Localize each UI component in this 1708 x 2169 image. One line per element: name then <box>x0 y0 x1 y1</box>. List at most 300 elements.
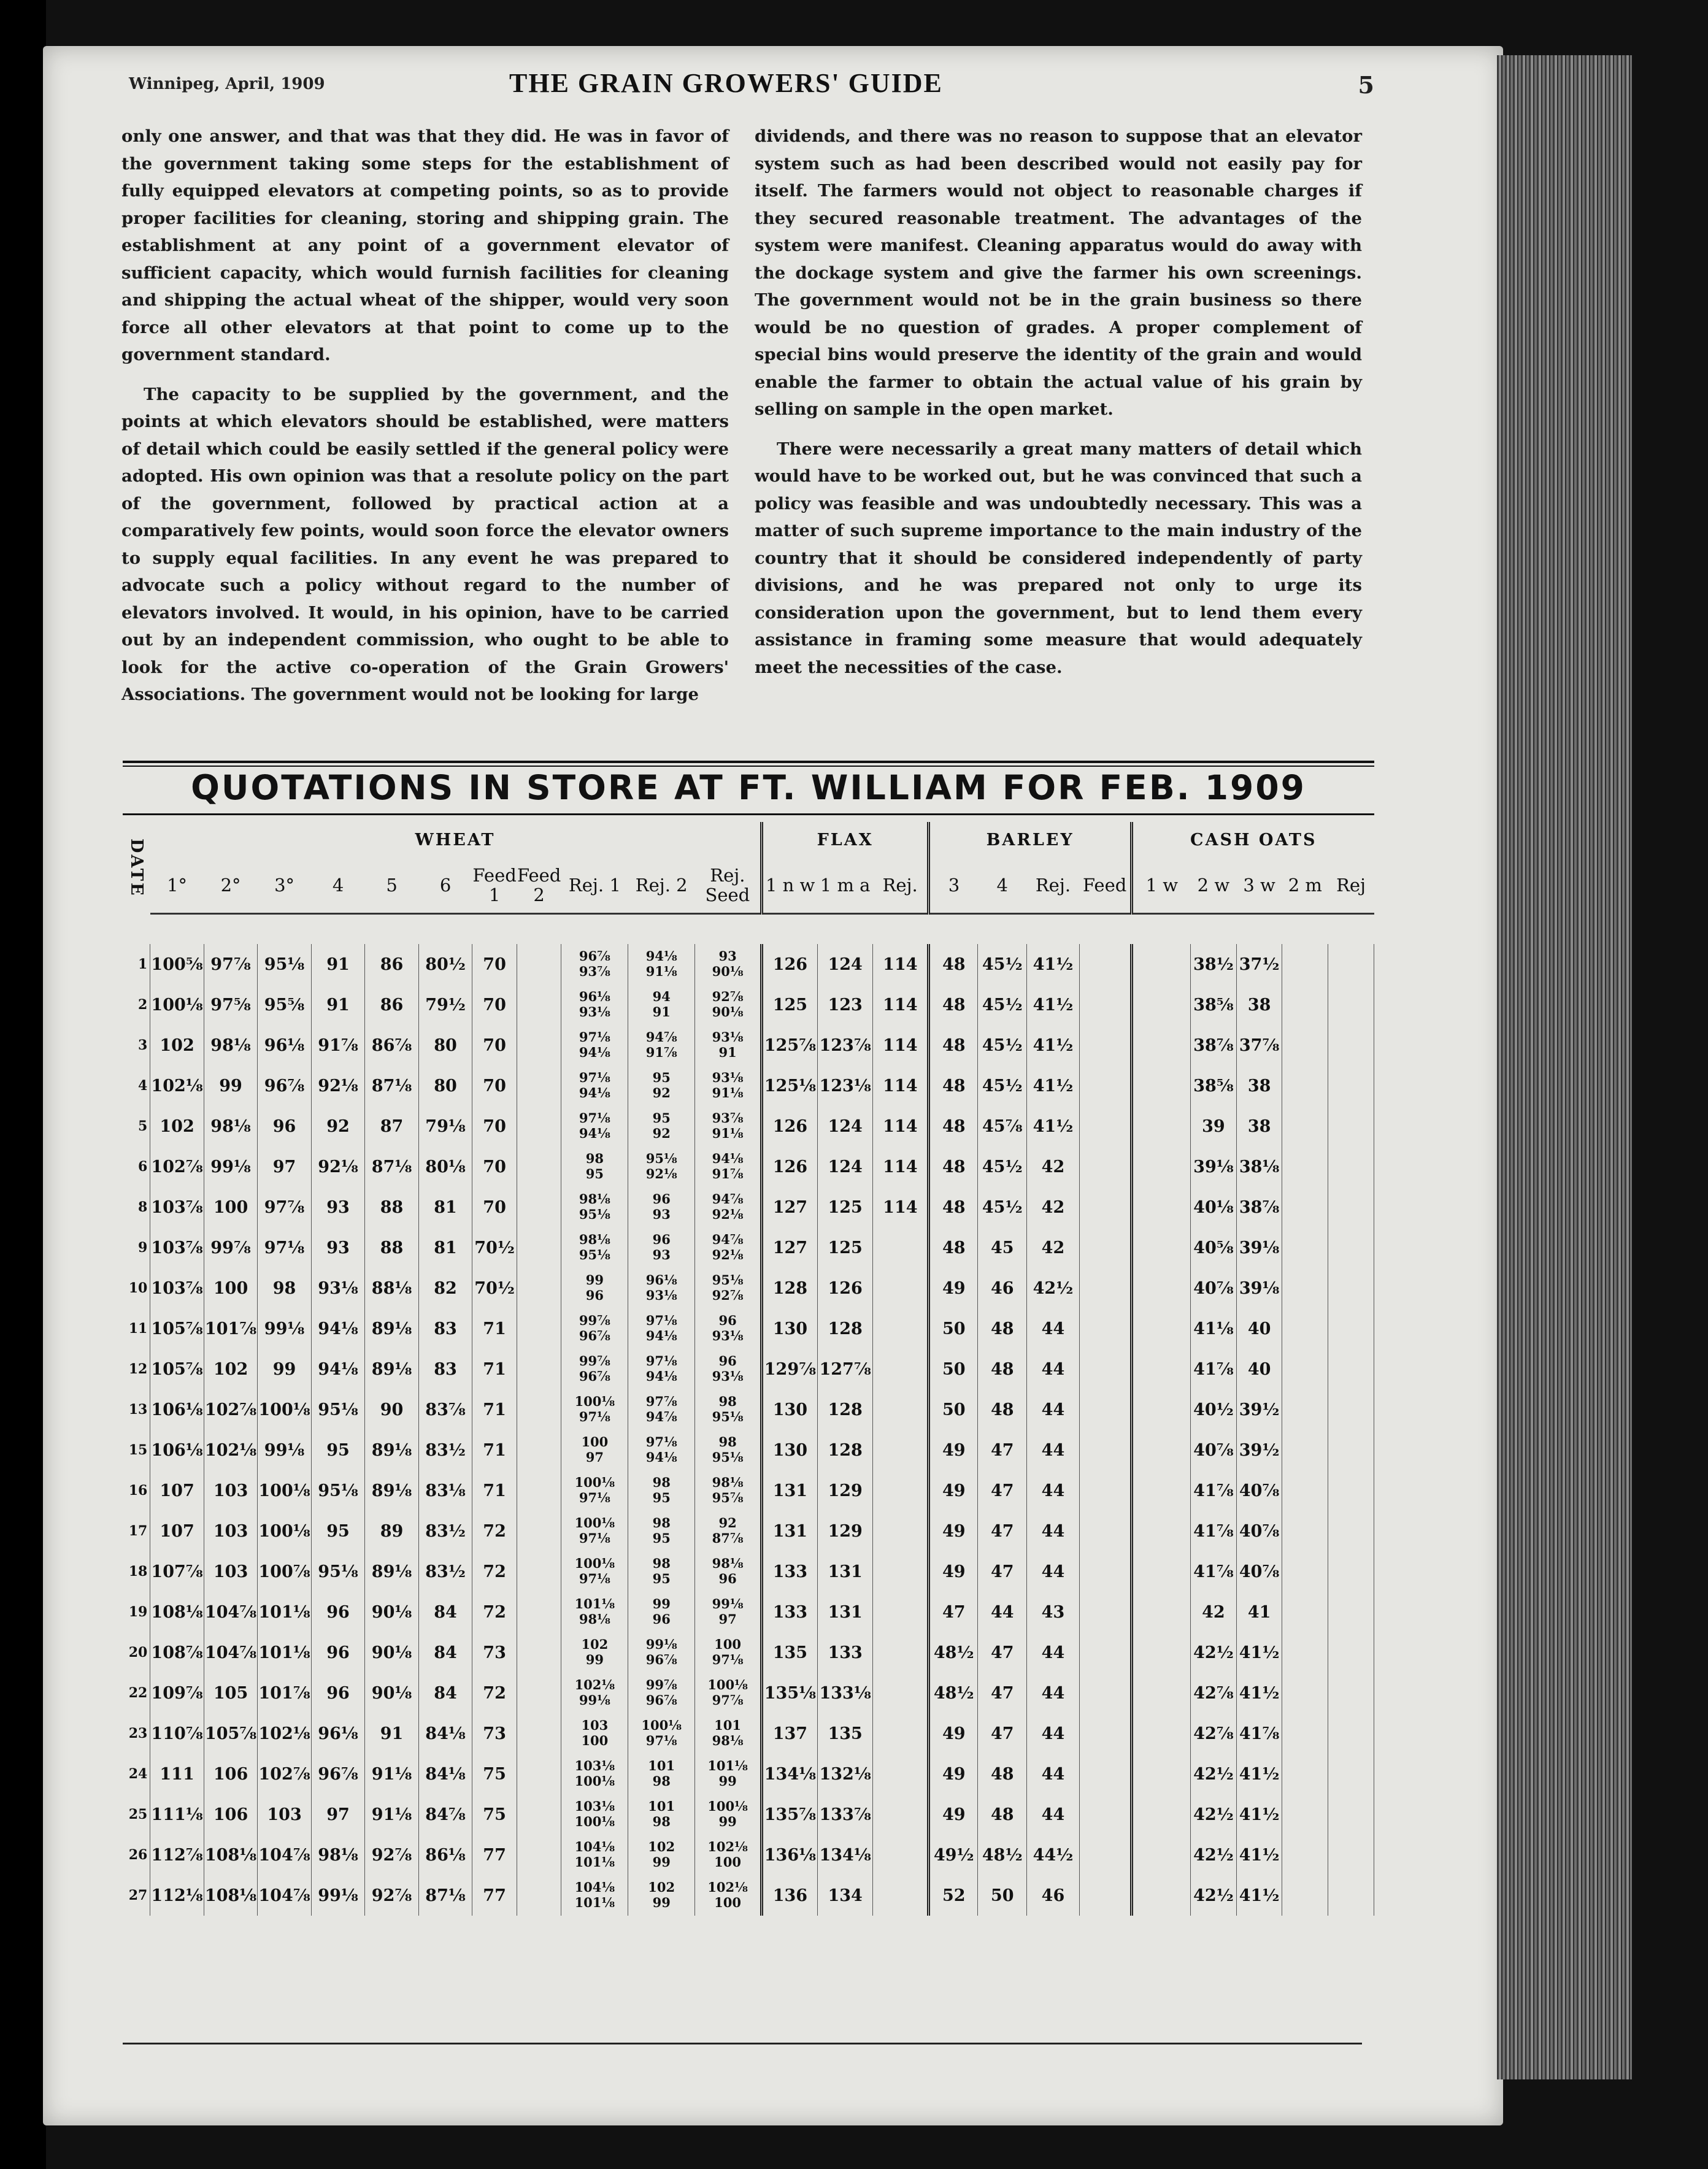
cell-w2: 97⅞ <box>204 944 258 985</box>
cell-value: 101⅛ <box>574 1596 615 1611</box>
cell-f1: 70 <box>472 944 517 985</box>
cell-value: 96⅞ <box>645 1692 677 1708</box>
cell-f2 <box>517 1430 561 1470</box>
cell-br: 44 <box>1027 1673 1079 1713</box>
cell-f1: 73 <box>472 1713 517 1754</box>
cell-o4 <box>1282 1349 1328 1389</box>
cell-w4: 95 <box>311 1430 365 1470</box>
cell-f2 <box>517 1673 561 1713</box>
cell-f2 <box>517 1551 561 1592</box>
cell-br: 44 <box>1027 1349 1079 1389</box>
cell-w6: 84 <box>418 1673 472 1713</box>
cell-w3: 97⅛ <box>258 1227 312 1268</box>
cell-w5: 91⅛ <box>365 1794 419 1835</box>
cell-value: 97⅛ <box>579 1029 610 1045</box>
cell-x2: 127⅞ <box>817 1349 873 1389</box>
cell-w5: 87 <box>365 1106 419 1146</box>
cell-f2 <box>517 985 561 1025</box>
row-date: 11 <box>123 1308 150 1349</box>
cell-b4: 48 <box>978 1349 1027 1389</box>
cell-w1: 112⅛ <box>150 1875 204 1916</box>
cell-b3: 48 <box>929 944 978 985</box>
cell-w6: 83½ <box>418 1511 472 1551</box>
cell-w4: 98⅛ <box>311 1835 365 1875</box>
cell-w2: 108⅛ <box>204 1875 258 1916</box>
row-date: 6 <box>123 1146 150 1187</box>
cell-bf <box>1079 1632 1131 1673</box>
cell-o2: 40⅞ <box>1191 1430 1237 1470</box>
cell-rs <box>695 1470 762 1511</box>
cell-o4 <box>1282 1389 1328 1430</box>
cell-br: 46 <box>1027 1875 1079 1916</box>
dateline: Winnipeg, April, 1909 <box>129 75 325 93</box>
row-date: 8 <box>123 1187 150 1227</box>
cell-f1: 71 <box>472 1430 517 1470</box>
cell-rs <box>695 1187 762 1227</box>
cell-x1: 127 <box>762 1227 818 1268</box>
table-row <box>123 1470 1374 1511</box>
cell-w5: 91 <box>365 1713 419 1754</box>
cell-r1 <box>561 1673 628 1713</box>
cell-o1 <box>1132 1065 1191 1106</box>
cell-f1: 71 <box>472 1349 517 1389</box>
cell-br: 41½ <box>1027 944 1079 985</box>
cell-r1 <box>561 1389 628 1430</box>
cell-f1: 72 <box>472 1592 517 1632</box>
cell-o1 <box>1132 1430 1191 1470</box>
cell-value: 99 <box>585 1272 604 1288</box>
cell-w1: 111⅛ <box>150 1794 204 1835</box>
cell-w2: 102⅛ <box>204 1430 258 1470</box>
cell-o4 <box>1282 985 1328 1025</box>
cell-b3: 49 <box>929 1430 978 1470</box>
cell-rs <box>695 1430 762 1470</box>
cell-o2: 38⅞ <box>1191 1025 1237 1065</box>
cell-w4: 94⅛ <box>311 1308 365 1349</box>
cell-b4: 48 <box>978 1794 1027 1835</box>
cell-w4: 95⅛ <box>311 1551 365 1592</box>
column-header: 1° <box>150 858 204 914</box>
cell-f1: 75 <box>472 1754 517 1794</box>
cell-b3: 49 <box>929 1794 978 1835</box>
cell-b4: 45½ <box>978 944 1027 985</box>
cell-xr: 114 <box>873 985 929 1025</box>
cell-value: 99 <box>652 1895 671 1910</box>
cell-x2: 128 <box>817 1389 873 1430</box>
table-row <box>123 1673 1374 1713</box>
cell-o4 <box>1282 1308 1328 1349</box>
cell-value: 94 <box>652 989 671 1004</box>
cell-b4: 47 <box>978 1511 1027 1551</box>
column-header: Feed <box>1079 858 1131 914</box>
cell-rs <box>695 1551 762 1592</box>
cell-b4: 47 <box>978 1713 1027 1754</box>
cell-f1: 71 <box>472 1470 517 1511</box>
cell-x1: 136 <box>762 1875 818 1916</box>
cell-o1 <box>1132 1146 1191 1187</box>
cell-w6: 79⅛ <box>418 1106 472 1146</box>
article-column-right <box>755 123 1362 693</box>
cell-o3: 38⅞ <box>1236 1187 1282 1227</box>
cell-w6: 83 <box>418 1349 472 1389</box>
cell-r1 <box>561 1875 628 1916</box>
cell-o4 <box>1282 1592 1328 1632</box>
cell-r1 <box>561 1754 628 1794</box>
cell-rs <box>695 1794 762 1835</box>
cell-o2: 42½ <box>1191 1875 1237 1916</box>
cell-w5: 86 <box>365 944 419 985</box>
cell-value: 95⅛ <box>712 1409 744 1424</box>
cell-w1: 107⅞ <box>150 1551 204 1592</box>
cell-f1: 70½ <box>472 1227 517 1268</box>
table-top-rule <box>123 761 1374 763</box>
cell-value: 99⅞ <box>645 1677 677 1692</box>
cell-o4 <box>1282 1470 1328 1511</box>
cell-o1 <box>1132 1268 1191 1308</box>
cell-w3: 102⅞ <box>258 1754 312 1794</box>
table-top-rule-thin <box>123 766 1374 767</box>
cell-o4 <box>1282 1835 1328 1875</box>
cell-xr: 114 <box>873 1065 929 1106</box>
cell-o2: 41⅛ <box>1191 1308 1237 1349</box>
cell-value: 93 <box>652 1207 671 1222</box>
cell-bf <box>1079 1065 1131 1106</box>
cell-x2: 133⅛ <box>817 1673 873 1713</box>
cell-value: 94⅞ <box>712 1232 744 1247</box>
cell-value: 97⅛ <box>712 1652 744 1667</box>
cell-x2: 131 <box>817 1592 873 1632</box>
cell-r2 <box>628 1065 695 1106</box>
cell-r2 <box>628 1673 695 1713</box>
cell-f1: 70 <box>472 1065 517 1106</box>
cell-w4: 93⅛ <box>311 1268 365 1308</box>
cell-w6: 80½ <box>418 944 472 985</box>
cell-x1: 130 <box>762 1308 818 1349</box>
cell-w5: 88 <box>365 1227 419 1268</box>
cell-o4 <box>1282 1713 1328 1754</box>
cell-o4 <box>1282 1025 1328 1065</box>
cell-value: 94⅞ <box>712 1191 744 1207</box>
cell-o1 <box>1132 1673 1191 1713</box>
cell-o3: 41½ <box>1236 1835 1282 1875</box>
cell-f1: 70½ <box>472 1268 517 1308</box>
column-header: 1 m a <box>817 858 873 914</box>
row-date: 15 <box>123 1430 150 1470</box>
cell-w3: 104⅞ <box>258 1875 312 1916</box>
cell-b4: 45½ <box>978 1146 1027 1187</box>
cell-f2 <box>517 1632 561 1673</box>
row-date: 26 <box>123 1835 150 1875</box>
cell-value: 101 <box>648 1758 675 1773</box>
publication-title: THE GRAIN GROWERS' GUIDE <box>509 68 943 98</box>
cell-f2 <box>517 1713 561 1754</box>
cell-value: 97⅛ <box>645 1353 677 1369</box>
cell-xr <box>873 1470 929 1511</box>
cell-f1: 70 <box>472 1146 517 1187</box>
cell-x2: 123⅛ <box>817 1065 873 1106</box>
cell-value: 97⅛ <box>579 1571 610 1586</box>
cell-o2: 38½ <box>1191 944 1237 985</box>
cell-b3: 49 <box>929 1470 978 1511</box>
cell-b3: 49½ <box>929 1835 978 1875</box>
cell-o5 <box>1328 1227 1374 1268</box>
cell-o3: 40⅞ <box>1236 1470 1282 1511</box>
cell-o3: 39½ <box>1236 1389 1282 1430</box>
cell-br: 44 <box>1027 1632 1079 1673</box>
cell-value: 102⅛ <box>707 1879 748 1895</box>
article-column-left <box>121 123 729 721</box>
cell-w3: 97⅞ <box>258 1187 312 1227</box>
column-header: 6 <box>418 858 472 914</box>
table-row <box>123 1065 1374 1106</box>
cell-o3: 41½ <box>1236 1673 1282 1713</box>
cell-o4 <box>1282 1187 1328 1227</box>
cell-b3: 48 <box>929 1227 978 1268</box>
cell-bf <box>1079 1511 1131 1551</box>
row-date: 10 <box>123 1268 150 1308</box>
cell-x1: 135 <box>762 1632 818 1673</box>
cell-value: 96⅞ <box>645 1652 677 1667</box>
cell-w2: 100 <box>204 1268 258 1308</box>
cell-w1: 107 <box>150 1470 204 1511</box>
cell-o2: 41⅞ <box>1191 1470 1237 1511</box>
cell-bf <box>1079 1551 1131 1592</box>
cell-o4 <box>1282 1632 1328 1673</box>
cell-value: 95 <box>652 1571 671 1586</box>
cell-b4: 45½ <box>978 1025 1027 1065</box>
cell-value: 95⅛ <box>712 1449 744 1465</box>
table-row <box>123 1430 1374 1470</box>
cell-value: 98⅛ <box>579 1611 610 1627</box>
cell-x2: 131 <box>817 1551 873 1592</box>
cell-x2: 125 <box>817 1227 873 1268</box>
cell-rs <box>695 1835 762 1875</box>
row-date: 9 <box>123 1227 150 1268</box>
cell-w4: 96⅛ <box>311 1713 365 1754</box>
cell-w3: 100⅛ <box>258 1470 312 1511</box>
cell-o2: 42 <box>1191 1592 1237 1632</box>
cell-x2: 129 <box>817 1470 873 1511</box>
cell-w1: 110⅞ <box>150 1713 204 1754</box>
cell-w1: 103⅞ <box>150 1187 204 1227</box>
cell-f1: 77 <box>472 1835 517 1875</box>
cell-o5 <box>1328 1389 1374 1430</box>
cell-b3: 49 <box>929 1268 978 1308</box>
cell-w4: 94⅛ <box>311 1349 365 1389</box>
cell-o2: 41⅞ <box>1191 1349 1237 1389</box>
cell-value: 94⅛ <box>645 1369 677 1384</box>
cell-value: 100⅛ <box>574 1394 615 1409</box>
cell-xr: 114 <box>873 1106 929 1146</box>
cell-value: 100 <box>714 1854 742 1870</box>
cell-b4: 45½ <box>978 1065 1027 1106</box>
cell-xr <box>873 1227 929 1268</box>
cell-w2: 100 <box>204 1187 258 1227</box>
cell-w3: 96⅞ <box>258 1065 312 1106</box>
cell-bf <box>1079 1470 1131 1511</box>
cell-w2: 102⅞ <box>204 1389 258 1430</box>
cell-o5 <box>1328 1794 1374 1835</box>
row-date: 4 <box>123 1065 150 1106</box>
cell-b4: 45½ <box>978 985 1027 1025</box>
cell-w4: 92⅛ <box>311 1065 365 1106</box>
cell-o1 <box>1132 1632 1191 1673</box>
cell-w4: 93 <box>311 1187 365 1227</box>
cell-w4: 93 <box>311 1227 365 1268</box>
cell-value: 97⅞ <box>645 1394 677 1409</box>
cell-b4: 45⅞ <box>978 1106 1027 1146</box>
cell-value: 100 <box>714 1895 742 1910</box>
cell-w5: 88⅛ <box>365 1268 419 1308</box>
cell-value: 98 <box>652 1515 671 1530</box>
row-date: 23 <box>123 1713 150 1754</box>
cell-o1 <box>1132 1308 1191 1349</box>
cell-o2: 40⅛ <box>1191 1187 1237 1227</box>
cell-b3: 47 <box>929 1592 978 1632</box>
cell-value: 93⅛ <box>712 1029 744 1045</box>
row-date: 20 <box>123 1632 150 1673</box>
cell-value: 104⅛ <box>574 1839 615 1854</box>
table-row <box>123 1713 1374 1754</box>
cell-o4 <box>1282 1875 1328 1916</box>
cell-r2 <box>628 1551 695 1592</box>
cell-value: 102⅛ <box>707 1839 748 1854</box>
cell-value: 95⅛ <box>645 1151 677 1166</box>
cell-value: 98 <box>718 1394 737 1409</box>
cell-value: 98⅛ <box>712 1733 744 1748</box>
cell-br: 41½ <box>1027 985 1079 1025</box>
cell-r2 <box>628 1349 695 1389</box>
cell-x1: 134⅛ <box>762 1754 818 1794</box>
cell-o5 <box>1328 1551 1374 1592</box>
cell-br: 44 <box>1027 1389 1079 1430</box>
cell-w6: 83½ <box>418 1551 472 1592</box>
cell-b3: 48 <box>929 1146 978 1187</box>
cell-b4: 47 <box>978 1430 1027 1470</box>
cell-w3: 99 <box>258 1349 312 1389</box>
cell-rs <box>695 1632 762 1673</box>
cell-x1: 127 <box>762 1187 818 1227</box>
cell-value: 98 <box>652 1475 671 1490</box>
cell-w5: 86 <box>365 985 419 1025</box>
row-date: 27 <box>123 1875 150 1916</box>
cell-xr: 114 <box>873 944 929 985</box>
cell-value: 93⅞ <box>712 1110 744 1126</box>
cell-rs <box>695 1673 762 1713</box>
cell-w2: 106 <box>204 1794 258 1835</box>
cell-w2: 98⅛ <box>204 1106 258 1146</box>
cell-value: 92⅛ <box>712 1207 744 1222</box>
cell-bf <box>1079 1106 1131 1146</box>
cell-value: 100 <box>581 1733 609 1748</box>
cell-b3: 49 <box>929 1713 978 1754</box>
cell-w1: 103⅞ <box>150 1268 204 1308</box>
cell-value: 100⅛ <box>641 1718 682 1733</box>
cell-r2 <box>628 1754 695 1794</box>
cell-bf <box>1079 1308 1131 1349</box>
cell-value: 95⅞ <box>712 1490 744 1505</box>
cell-w6: 86⅛ <box>418 1835 472 1875</box>
cell-b3: 49 <box>929 1551 978 1592</box>
cell-value: 91 <box>652 1004 671 1019</box>
cell-value: 94⅛ <box>645 1328 677 1343</box>
cell-xr <box>873 1713 929 1754</box>
cell-value: 100⅛ <box>707 1677 748 1692</box>
cell-value: 102 <box>581 1637 609 1652</box>
cell-o4 <box>1282 1268 1328 1308</box>
cell-value: 97⅛ <box>579 1530 610 1546</box>
cell-f1: 70 <box>472 1187 517 1227</box>
cell-w1: 108⅛ <box>150 1592 204 1632</box>
cell-f2 <box>517 1875 561 1916</box>
cell-b4: 44 <box>978 1592 1027 1632</box>
cell-x2: 134⅛ <box>817 1835 873 1875</box>
cell-value: 100⅛ <box>574 1773 615 1789</box>
cell-value: 98 <box>718 1434 737 1449</box>
cell-r1 <box>561 1835 628 1875</box>
cell-o5 <box>1328 1673 1374 1713</box>
cell-value: 102⅛ <box>574 1677 615 1692</box>
cell-o2: 40⅝ <box>1191 1227 1237 1268</box>
cell-bf <box>1079 1349 1131 1389</box>
table-row <box>123 1268 1374 1308</box>
table-row <box>123 1592 1374 1632</box>
cell-o5 <box>1328 1146 1374 1187</box>
paragraph: The capacity to be supplied by the government, and the points at which elevators should be established, were matters of detail which could be easily settled if the general policy were adopted. His own opinion was that a resolute policy on the part of the government, followed by practical action at a comparatively few points, would soon force the elevator owners to supply equal facilities. In any event he was prepared to advocate such a policy without regard to the number of elevators involved. It would, in his opinion, have to be carried out by an independent commission, who ought to be able to look for the active co-operation of the Grain Growers' Associations. The government would not be looking for large <box>121 384 729 704</box>
cell-r1 <box>561 1470 628 1511</box>
cell-rs <box>695 1875 762 1916</box>
cell-r2 <box>628 1389 695 1430</box>
cell-o4 <box>1282 1106 1328 1146</box>
cell-o3: 39½ <box>1236 1430 1282 1470</box>
column-header: Rej. 2 <box>628 858 695 914</box>
date-header: DATE <box>126 838 146 897</box>
cell-f2 <box>517 1794 561 1835</box>
cell-r2 <box>628 985 695 1025</box>
cell-w5: 87⅛ <box>365 1065 419 1106</box>
cell-br: 42 <box>1027 1187 1079 1227</box>
cell-value: 95 <box>652 1490 671 1505</box>
cell-r2 <box>628 1146 695 1187</box>
table-row <box>123 1551 1374 1592</box>
table-row <box>123 1106 1374 1146</box>
cell-bf <box>1079 1430 1131 1470</box>
cell-r2 <box>628 1632 695 1673</box>
cell-value: 98 <box>652 1814 671 1829</box>
cell-value: 99⅛ <box>579 1692 610 1708</box>
cell-x2: 123 <box>817 985 873 1025</box>
cell-w3: 101⅛ <box>258 1592 312 1632</box>
cell-value: 98 <box>652 1773 671 1789</box>
cell-w4: 96⅞ <box>311 1754 365 1794</box>
cell-o4 <box>1282 944 1328 985</box>
cell-bf <box>1079 1146 1131 1187</box>
cell-b4: 47 <box>978 1673 1027 1713</box>
cell-xr: 114 <box>873 1187 929 1227</box>
cell-value: 101⅛ <box>707 1758 748 1773</box>
column-header: 3 w <box>1236 858 1282 914</box>
column-header: 4 <box>978 858 1027 914</box>
cell-w4: 95⅛ <box>311 1389 365 1430</box>
cell-x1: 137 <box>762 1713 818 1754</box>
cell-w1: 107 <box>150 1511 204 1551</box>
cell-b3: 48 <box>929 1187 978 1227</box>
cell-w4: 96 <box>311 1592 365 1632</box>
cell-w6: 84 <box>418 1592 472 1632</box>
cell-value: 101 <box>714 1718 742 1733</box>
cell-r1 <box>561 1025 628 1065</box>
cell-w5: 92⅞ <box>365 1835 419 1875</box>
